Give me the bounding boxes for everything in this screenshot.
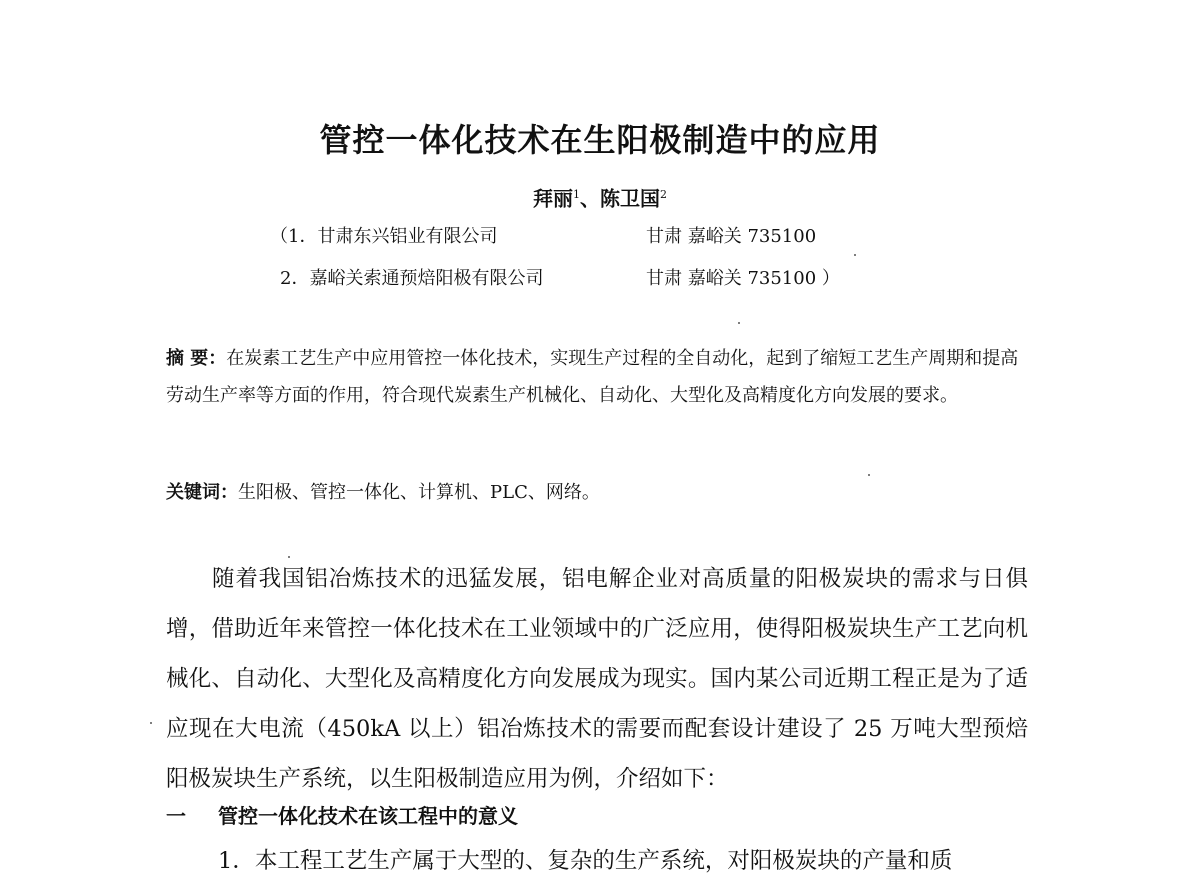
author-superscript-2: 2: [660, 188, 667, 201]
affiliation-1-prefix: （1．: [270, 226, 318, 247]
body-paragraph: 随着我国铝冶炼技术的迅猛发展，铝电解企业对高质量的阳极炭块的需求与日俱增，借助近年来管控一体化技术在工业领域中的广泛应用，使得阳极炭块生产工艺向机械化、自动化、大型化及高精度化方向发展成为现实。国内某公司近期工程正是为了适应现在大电流（450kA 以上）铝冶炼技术的需要而配套设计建设了 25 万吨大型预焙阳极炭块生产系统，以生阳极制造应用为例，介绍如下：: [166, 566, 1028, 792]
abstract: [166, 340, 1026, 414]
paper-title: 管控一体化技术在生阳极制造中的应用: [319, 121, 881, 159]
section-title: 管控一体化技术在该工程中的意义: [218, 804, 518, 828]
author-separator: 、: [580, 186, 600, 211]
keywords-label: 关键词：: [166, 482, 238, 503]
affiliation-1-location: 甘肃 嘉峪关 735100: [646, 226, 817, 247]
scan-speck: [288, 556, 290, 558]
scan-speck: [738, 322, 740, 324]
abstract-text: 在炭素工艺生产中应用管控一体化技术，实现生产过程的全自动化，起到了缩短工艺生产周期和提高劳动生产率等方面的作用，符合现代炭素生产机械化、自动化、大型化及高精度化方向发展的要求。: [166, 348, 1019, 406]
keywords-text: 生阳极、管控一体化、计算机、PLC、网络。: [238, 482, 600, 503]
author-name-2: 陈卫国: [600, 186, 660, 211]
section-number: 一: [166, 804, 186, 828]
affiliation-1-name-wrap: [270, 223, 497, 251]
keywords: [166, 474, 1026, 511]
author-line: [0, 180, 1200, 214]
affiliation-2-prefix: 2．: [280, 268, 310, 289]
scan-speck: [868, 474, 870, 476]
truncated-body-line: 1．本工程工艺生产属于大型的、复杂的生产系统，对阳极炭块的产量和质: [218, 848, 953, 874]
affiliation-2-name-wrap: [280, 265, 543, 293]
affiliation-2-suffix: ）: [816, 268, 840, 289]
affiliation-2-location-wrap: [646, 265, 840, 293]
affiliation-2-name: 嘉峪关索通预焙阳极有限公司: [309, 268, 544, 289]
scan-speck: [150, 722, 152, 724]
affiliation-1-name: 甘肃东兴铝业有限公司: [317, 226, 498, 247]
author-name-1: 拜丽: [533, 186, 573, 211]
author-superscript-1: 1: [573, 188, 580, 201]
affiliation-2-location: 甘肃 嘉峪关 735100: [646, 268, 817, 289]
abstract-label: 摘 要：: [166, 348, 227, 369]
section-heading-1: [166, 800, 518, 832]
scan-speck: [854, 254, 856, 256]
